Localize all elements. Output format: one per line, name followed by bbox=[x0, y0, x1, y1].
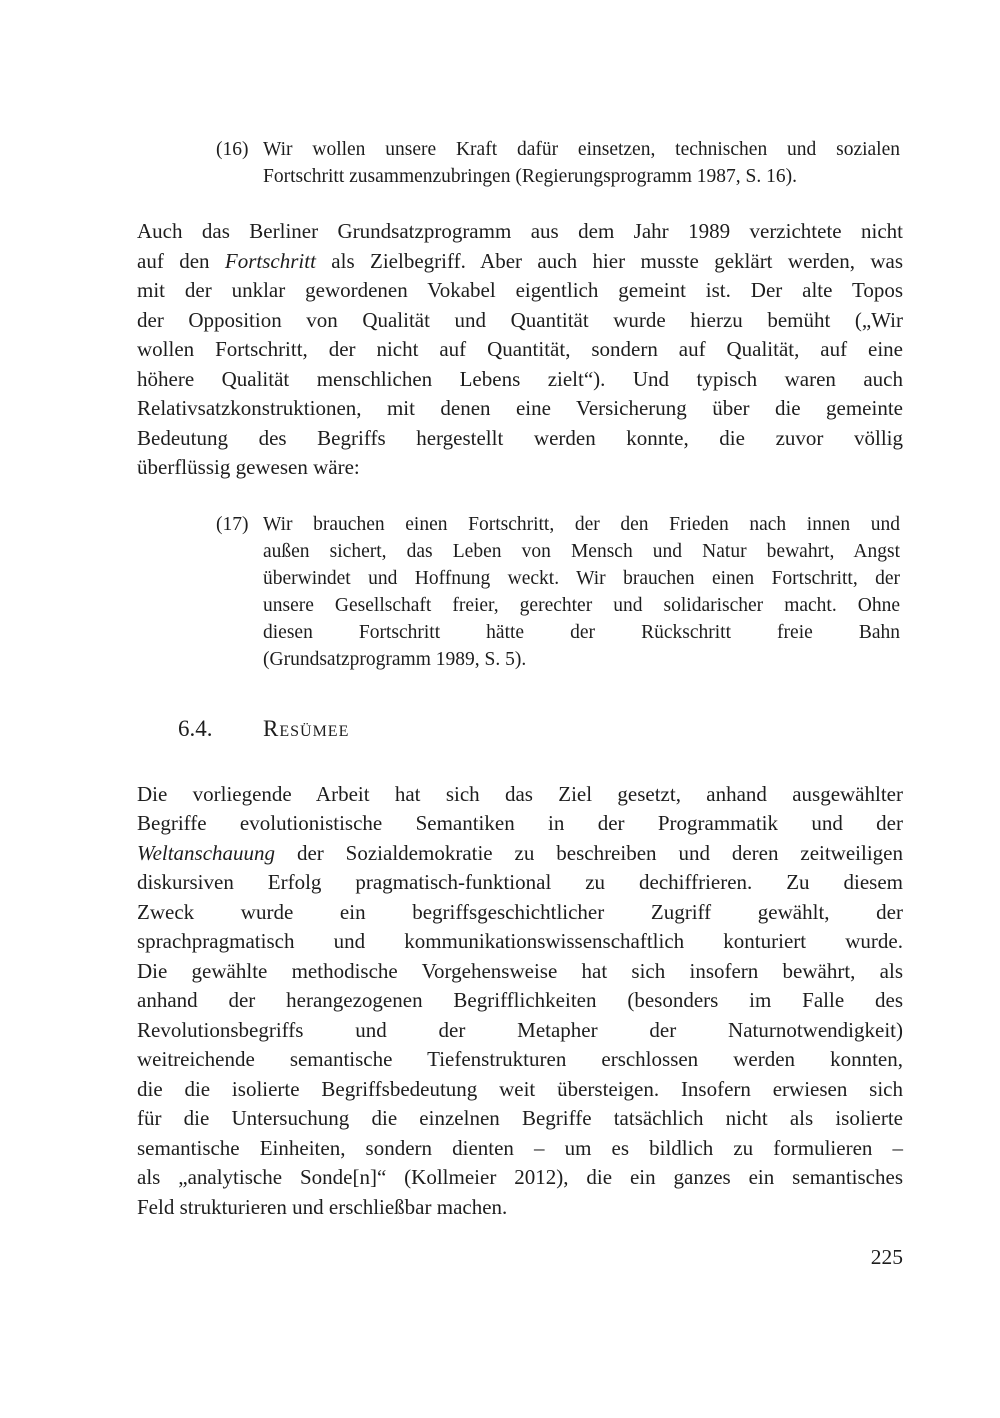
text-segment: Begriffe evolutionistische Semantiken in der Programmatik und der bbox=[137, 811, 903, 835]
text-line bbox=[137, 1104, 903, 1134]
text-line bbox=[263, 538, 900, 565]
text-segment: Relativsatzkonstruktionen, mit denen eine Versicherung über die gemeinte bbox=[137, 396, 903, 420]
text-segment: als „analytische Sonde[n]“ (Kollmeier 2012), die ein ganzes ein semantisches bbox=[137, 1165, 903, 1189]
text-line bbox=[137, 276, 903, 306]
section-title: Resümee bbox=[263, 715, 350, 741]
text-line bbox=[137, 1016, 903, 1046]
text-line bbox=[137, 217, 903, 247]
text-line bbox=[137, 898, 903, 928]
text-line bbox=[137, 247, 903, 277]
text-segment: anhand der herangezogenen Begrifflichkeiten (besonders im Falle des bbox=[137, 988, 903, 1012]
text-line bbox=[137, 839, 903, 869]
text-line bbox=[137, 1193, 903, 1223]
text-segment: Revolutionsbegriffs und der Metapher der Naturnotwendigkeit) bbox=[137, 1017, 903, 1042]
text-line bbox=[263, 163, 900, 190]
text-segment: Wir brauchen einen Fortschritt, der den Frieden nach innen und bbox=[263, 513, 900, 535]
text-segment: Wir wollen unsere Kraft dafür einsetzen, technischen und sozialen bbox=[263, 139, 900, 160]
text-line bbox=[137, 335, 903, 365]
text-segment: wollen Fortschritt, der nicht auf Quantität, sondern auf Qualität, auf eine bbox=[137, 337, 903, 361]
text-segment: auf den bbox=[137, 248, 225, 273]
text-segment: weitreichende semantische Tiefenstrukturen erschlossen werden konnten, bbox=[137, 1047, 903, 1071]
text-segment: Bedeutung des Begriffs hergestellt werden konnte, die zuvor völlig bbox=[137, 425, 903, 450]
text-line bbox=[137, 868, 903, 898]
text-segment: Feld strukturieren und erschließbar machen. bbox=[137, 1194, 508, 1219]
text-segment: unsere Gesellschaft freier, gerechter und solidarischer macht. Ohne bbox=[263, 594, 900, 616]
para-1 bbox=[137, 217, 903, 483]
text-line bbox=[137, 1075, 903, 1105]
text-line bbox=[137, 809, 903, 839]
text-segment: überwindet und Hoffnung weckt. Wir brauchen einen Fortschritt, der bbox=[263, 567, 900, 589]
text-line bbox=[263, 619, 900, 646]
text-segment: Fortschritt zusammenzubringen (Regierungsprogramm 1987, S. 16). bbox=[263, 166, 797, 187]
text-line bbox=[137, 780, 903, 810]
text-segment: überflüssig gewesen wäre: bbox=[137, 455, 360, 479]
text-segment: Zweck wurde ein begriffsgeschichtlicher Zugriff gewählt, der bbox=[137, 899, 903, 924]
text-segment: außen sichert, das Leben von Mensch und Natur bewahrt, Angst bbox=[263, 540, 900, 562]
text-line bbox=[137, 394, 903, 424]
text-line bbox=[137, 1045, 903, 1075]
text-segment: semantische Einheiten, sondern dienten – um es bildlich zu formulieren – bbox=[137, 1135, 903, 1160]
text-segment: Die vorliegende Arbeit hat sich das Ziel gesetzt, anhand ausgewählter bbox=[137, 781, 903, 806]
text-segment: höhere Qualität menschlichen Lebens zielt“). Und typisch waren auch bbox=[137, 366, 903, 391]
text-line bbox=[263, 646, 900, 673]
text-segment: Weltanschauung bbox=[137, 840, 276, 865]
text-segment: mit der unklar gewordenen Vokabel eigentlich gemeint ist. Der alte Topos bbox=[137, 278, 903, 302]
text-segment: sprachpragmatisch und kommunikationswissenschaftlich konturiert wurde. bbox=[137, 929, 903, 953]
text-segment: diesen Fortschritt hätte der Rückschritt freie Bahn bbox=[263, 621, 900, 643]
text-segment: Die gewählte methodische Vorgehensweise hat sich insofern bewährt, als bbox=[137, 958, 903, 983]
text-line bbox=[137, 453, 903, 483]
text-line bbox=[137, 986, 903, 1016]
text-segment: für die Untersuchung die einzelnen Begriffe tatsächlich nicht als isolierte bbox=[137, 1106, 903, 1130]
text-line bbox=[137, 1163, 903, 1193]
text-line bbox=[263, 511, 900, 538]
text-line bbox=[263, 136, 900, 163]
text-segment: der Sozialdemokratie zu beschreiben und deren zeitweiligen bbox=[275, 840, 903, 865]
text-line bbox=[137, 306, 903, 336]
section-number: 6.4. bbox=[178, 715, 213, 741]
para-2 bbox=[137, 780, 903, 1223]
page-number: 225 bbox=[870, 1245, 903, 1269]
section-heading bbox=[178, 714, 903, 744]
quote-16 bbox=[216, 136, 900, 190]
text-segment: (Grundsatzprogramm 1989, S. 5). bbox=[263, 648, 527, 670]
text-line bbox=[263, 565, 900, 592]
text-segment: als Zielbegriff. Aber auch hier musste geklärt werden, was bbox=[315, 248, 903, 273]
text-line bbox=[137, 424, 903, 454]
text-segment: die die isolierte Begriffsbedeutung weit übersteigen. Insofern erwiesen sich bbox=[137, 1076, 903, 1101]
text-line bbox=[137, 957, 903, 987]
text-column bbox=[137, 0, 903, 1222]
quote-marker: (17) bbox=[216, 513, 249, 535]
text-line bbox=[137, 1134, 903, 1164]
text-line bbox=[137, 927, 903, 957]
quote-marker: (16) bbox=[216, 139, 249, 160]
text-segment: diskursiven Erfolg pragmatisch-funktional zu dechiffrieren. Zu diesem bbox=[137, 870, 903, 894]
text-segment: Fortschritt bbox=[224, 248, 316, 273]
quote-17 bbox=[216, 511, 900, 673]
text-segment: Auch das Berliner Grundsatzprogramm aus dem Jahr 1989 verzichtete nicht bbox=[137, 219, 903, 243]
text-segment: der Opposition von Qualität und Quantität wurde hierzu bemüht („Wir bbox=[137, 307, 903, 332]
text-line bbox=[263, 592, 900, 619]
text-line bbox=[137, 365, 903, 395]
